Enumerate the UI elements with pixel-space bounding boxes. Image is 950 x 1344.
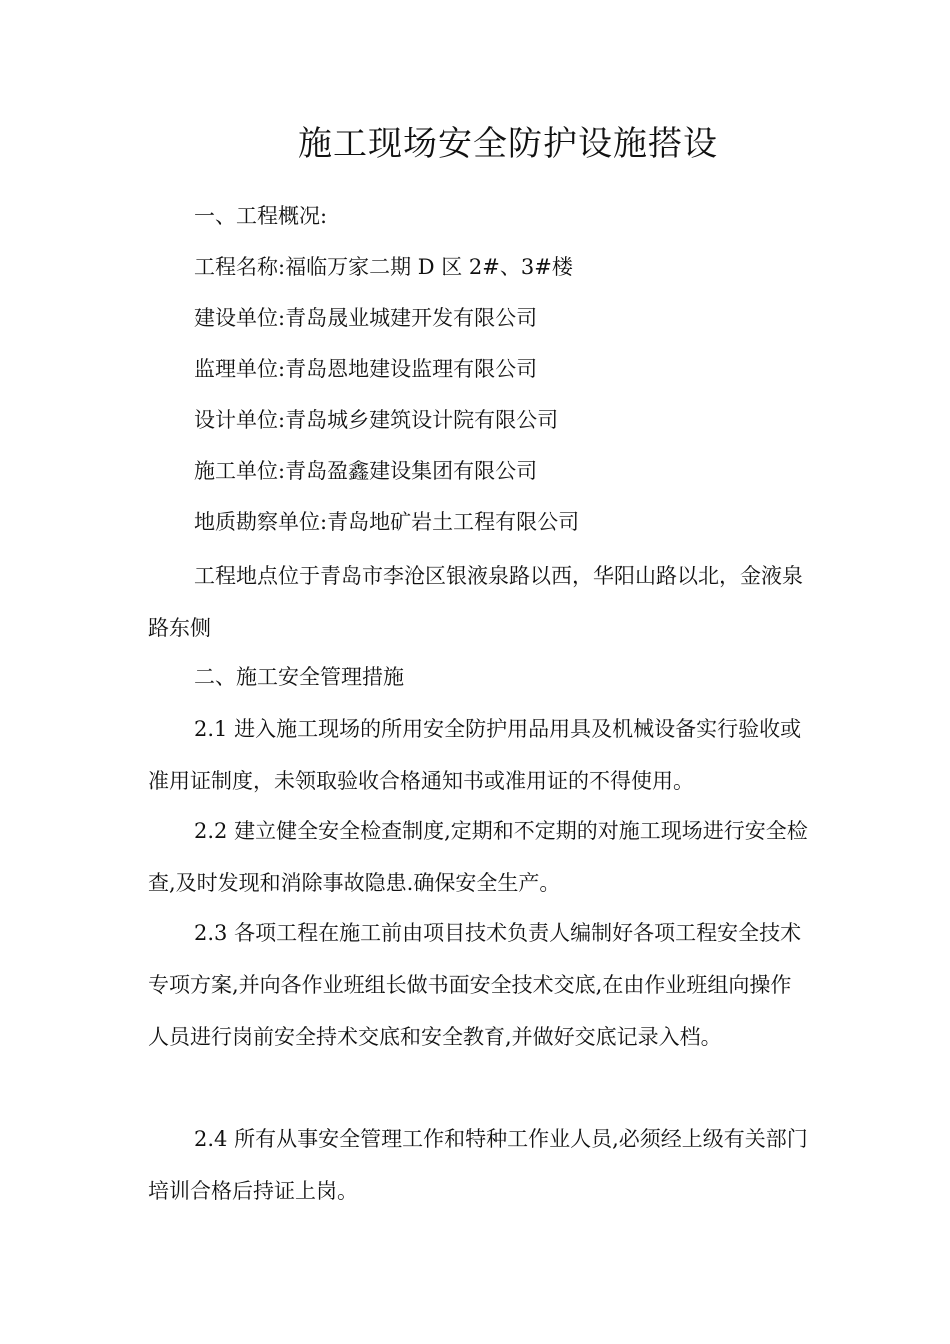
contractor-line: 施工单位:青岛盈鑫建设集团有限公司 — [194, 459, 538, 483]
measure-paragraph-2-2: 2.2 建立健全安全检查制度,定期和不定期的对施工现场进行安全检查,及时发现和消除事故隐患.确保安全生产。 — [148, 819, 808, 895]
supervisor-line: 监理单位:青岛恩地建设监理有限公司 — [194, 357, 538, 381]
survey-unit-line: 地质勘察单位:青岛地矿岩土工程有限公司 — [194, 510, 580, 534]
designer-line: 设计单位:青岛城乡建筑设计院有限公司 — [194, 408, 559, 432]
project-name-line: 工程名称:福临万家二期 D 区 2#、3#楼 — [194, 255, 573, 279]
measure-paragraph-2-3: 2.3 各项工程在施工前由项目技术负责人编制好各项工程安全技术专项方案,并向各作业班组长做书面安全技术交底,在由作业班组向操作人员进行岗前安全持术交底和安全教育,并做好交底记录入档。 — [148, 921, 802, 1049]
measure-paragraph-2-4: 2.4 所有从事安全管理工作和特种工作业人员,必须经上级有关部门培训合格后持证上岗。 — [148, 1127, 808, 1203]
section-heading-overview: 一、工程概况: — [194, 204, 328, 228]
developer-line: 建设单位:青岛晟业城建开发有限公司 — [194, 306, 538, 330]
document-title: 施工现场安全防护设施搭设 — [298, 124, 718, 164]
project-location-paragraph: 工程地点位于青岛市李沧区银液泉路以西，华阳山路以北，金液泉路东侧 — [148, 564, 803, 640]
section-heading-safety-measures: 二、施工安全管理措施 — [194, 665, 404, 689]
measure-paragraph-2-1: 2.1 进入施工现场的所用安全防护用品用具及机械设备实行验收或准用证制度，未领取验收合格通知书或准用证的不得使用。 — [148, 717, 802, 793]
